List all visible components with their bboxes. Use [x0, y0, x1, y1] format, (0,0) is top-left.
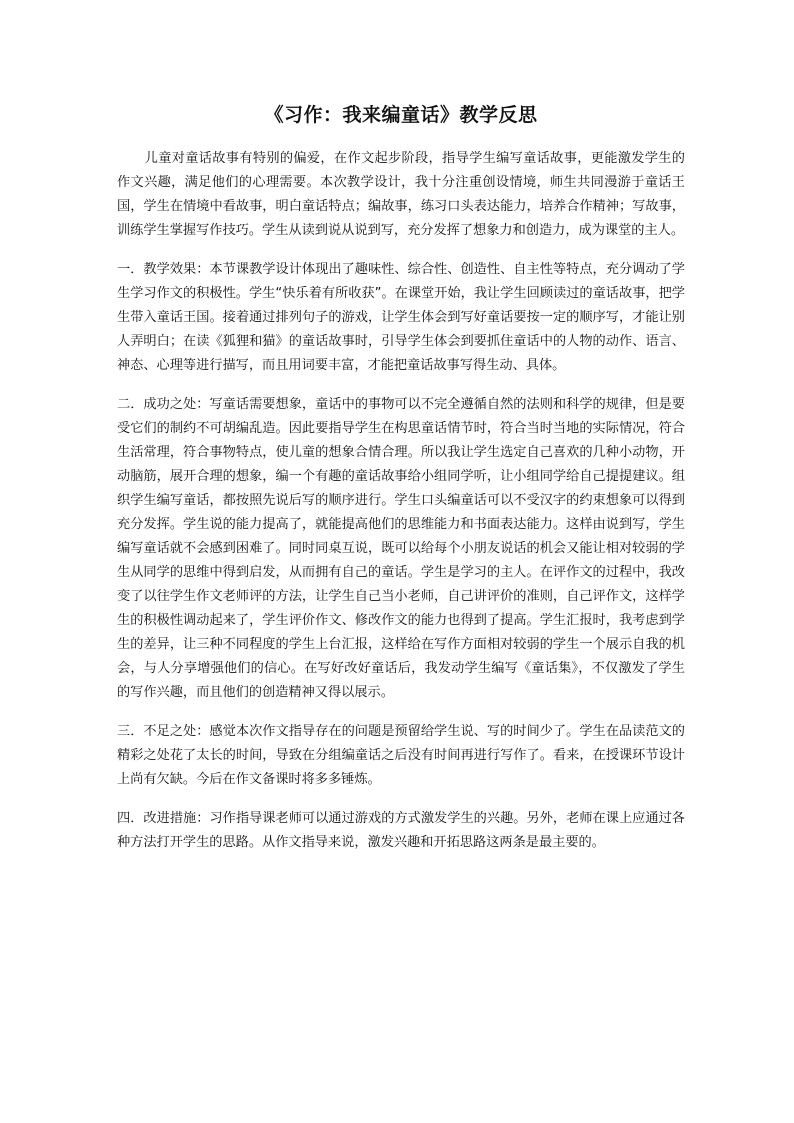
- document-page: [117, 100, 685, 870]
- section-successes: 二．成功之处：写童话需要想象，童话中的事物可以不完全遵循自然的法则和科学的规律，但是要受它们的制约不可胡编乱造。因此要指导学生在构思童话情节时，符合当时当地的实际情况，符合生活常理，符合事物特点，使儿童的想象合情合理。所以我让学生选定自己喜欢的几种小动物，开动脑筋，展开合理的想象，编一个有趣的童话故事给小组同学听，让小组同学给自己提提建议。组织学生编写童话，都按照先说后写的顺序进行。学生口头编童话可以不受汉字的约束想象可以得到充分发挥。学生说的能力提高了，就能提高他们的思维能力和书面表达能力。这样由说到写，学生编写童话就不会感到困难了。同时同桌互说，既可以给每个小朋友说话的机会又能让相对较弱的学生从同学的思维中得到启发，从而拥有自己的童话。学生是学习的主人。在评作文的过程中，我改变了以往学生作文老师评的方法，让学生自己当小老师，自己讲评价的准则，自己评作文，这样学生的积极性调动起来了，学生评价作文、修改作文的能力也得到了提高。学生汇报时，我考虑到学生的差异，让三种不同程度的学生上台汇报，这样给在写作方面相对较弱的学生一个展示自我的机会，与人分享增强他们的信心。在写好改好童话后，我发动学生编写《童话集》，不仅激发了学生的写作兴趣，而且他们的创造精神又得以展示。: [117, 397, 685, 700]
- intro-paragraph: 儿童对童话故事有特别的偏爱，在作文起步阶段，指导学生编写童话故事，更能激发学生的作文兴趣，满足他们的心理需要。本次教学设计，我十分注重创设情境，师生共同漫游于童话王国，学生在情境中看故事，明白童话特点；编故事，练习口头表达能力，培养合作精神；写故事，训练学生掌握写作技巧。学生从读到说从说到写，充分发挥了想象力和创造力，成为课堂的主人。: [117, 151, 685, 238]
- document-title: 《习作：我来编童话》教学反思: [264, 104, 538, 126]
- section-teaching-effect: 一．教学效果：本节课教学设计体现出了趣味性、综合性、创造性、自主性等特点，充分调动了学生学习作文的积极性。学生“快乐着有所收获”。在课堂开始，我让学生回顾读过的童话故事，把学生带入童话王国。接着通过排列句子的游戏，让学生体会到写好童话要按一定的顺序写，才能让别人弄明白；在读《狐狸和猫》的童话故事时，引导学生体会到要抓住童话中的人物的动作、语言、神态、心理等进行描写，而且用词要丰富，才能把童话故事写得生动、具体。: [117, 262, 685, 373]
- section-shortcomings: 三．不足之处：感觉本次作文指导存在的问题是预留给学生说、写的时间少了。学生在品读范文的精彩之处花了太长的时间，导致在分组编童话之后没有时间再进行写作了。看来，在授课环节设计上尚有欠缺。今后在作文备课时将多多锤炼。: [117, 724, 685, 787]
- section-improvements: 四．改进措施：习作指导课老师可以通过游戏的方式激发学生的兴趣。另外，老师在课上应通过各种方法打开学生的思路。从作文指导来说，激发兴趣和开拓思路这两条是最主要的。: [117, 811, 685, 850]
